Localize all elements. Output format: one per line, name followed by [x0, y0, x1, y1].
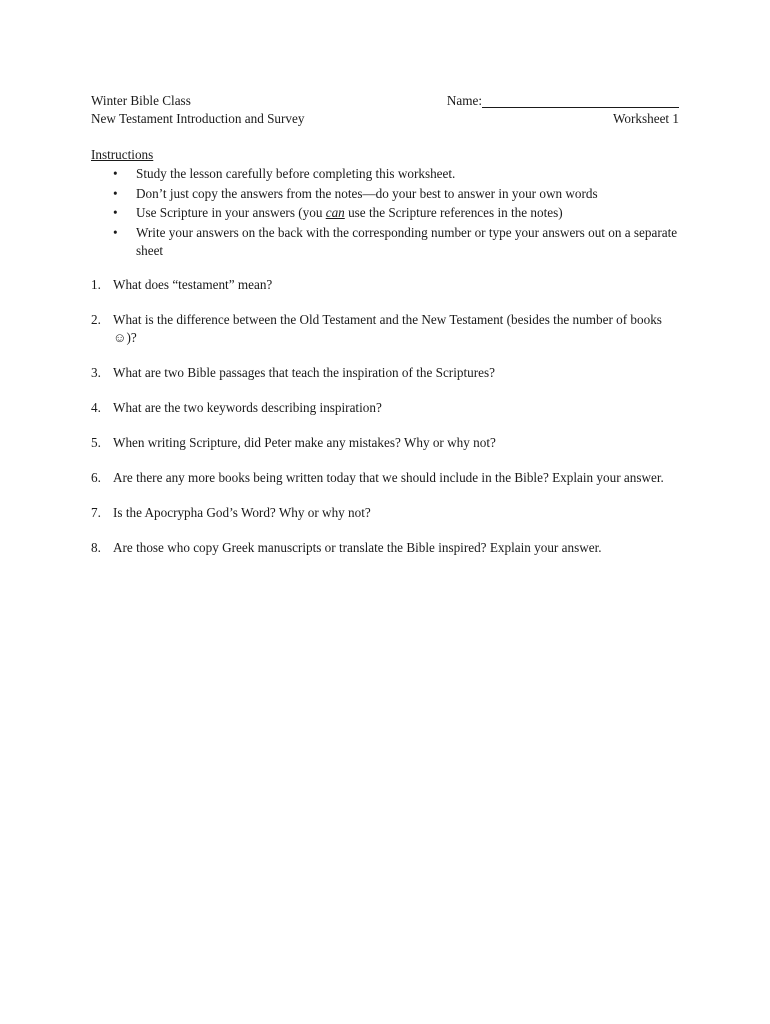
instructions-list: [91, 165, 679, 260]
question-number: 1.: [91, 276, 101, 292]
course-title: New Testament Introduction and Survey: [91, 111, 305, 126]
header-row-2: [91, 110, 679, 128]
question-item: [91, 539, 679, 557]
question-item: [91, 276, 679, 294]
questions-list: [91, 276, 679, 557]
instruction-item: [91, 165, 679, 183]
question-number: 5.: [91, 434, 101, 450]
worksheet-label: Worksheet 1: [613, 111, 679, 126]
question-text: What are two Bible passages that teach the inspiration of the Scriptures?: [113, 364, 495, 380]
question-item: [91, 504, 679, 522]
question-text: When writing Scripture, did Peter make any mistakes? Why or why not?: [113, 434, 496, 450]
instruction-text: Write your answers on the back with the corresponding number or type your answers out on a separate sheet: [136, 224, 678, 258]
question-text: Are there any more books being written today that we should include in the Bible? Explain your answer.: [113, 469, 664, 485]
question-text: What does “testament” mean?: [113, 276, 273, 292]
question-number: 3.: [91, 364, 101, 380]
question-item: [91, 311, 679, 347]
bullet-icon: •: [113, 166, 118, 181]
question-text: What is the difference between the Old Testament and the New Testament (besides the number of books ☺)?: [113, 311, 662, 345]
bullet-icon: •: [113, 224, 118, 240]
instruction-emphasis: can: [325, 205, 345, 220]
header-row-1: [91, 92, 679, 110]
question-item: [91, 469, 679, 487]
question-item: [91, 364, 679, 382]
instruction-item: [91, 224, 679, 260]
question-text: What are the two keywords describing inspiration?: [113, 399, 382, 415]
question-text: Is the Apocrypha God’s Word? Why or why not?: [113, 504, 371, 520]
question-item: [91, 434, 679, 452]
question-number: 8.: [91, 539, 101, 555]
instruction-item: [91, 185, 679, 203]
instruction-text-end: use the Scripture references in the notes): [344, 205, 563, 220]
instruction-text: Study the lesson carefully before completing this worksheet.: [136, 166, 456, 181]
name-blank-line[interactable]: [482, 92, 679, 108]
instruction-text-start: Use Scripture in your answers (you: [136, 205, 326, 220]
instruction-item: [91, 204, 679, 222]
class-title: Winter Bible Class: [91, 93, 191, 108]
worksheet-page: [91, 92, 679, 574]
instruction-text: Don’t just copy the answers from the notes—do your best to answer in your own words: [136, 185, 598, 201]
question-number: 6.: [91, 469, 101, 485]
question-number: 2.: [91, 311, 101, 327]
question-text: Are those who copy Greek manuscripts or translate the Bible inspired? Explain your answer.: [113, 539, 602, 555]
instructions-heading: Instructions: [91, 147, 154, 162]
name-field: [447, 92, 679, 110]
question-number: 7.: [91, 504, 101, 520]
bullet-icon: •: [113, 185, 118, 201]
question-number: 4.: [91, 399, 101, 415]
bullet-icon: •: [113, 205, 118, 220]
question-item: [91, 399, 679, 417]
name-label: Name:: [446, 93, 482, 108]
